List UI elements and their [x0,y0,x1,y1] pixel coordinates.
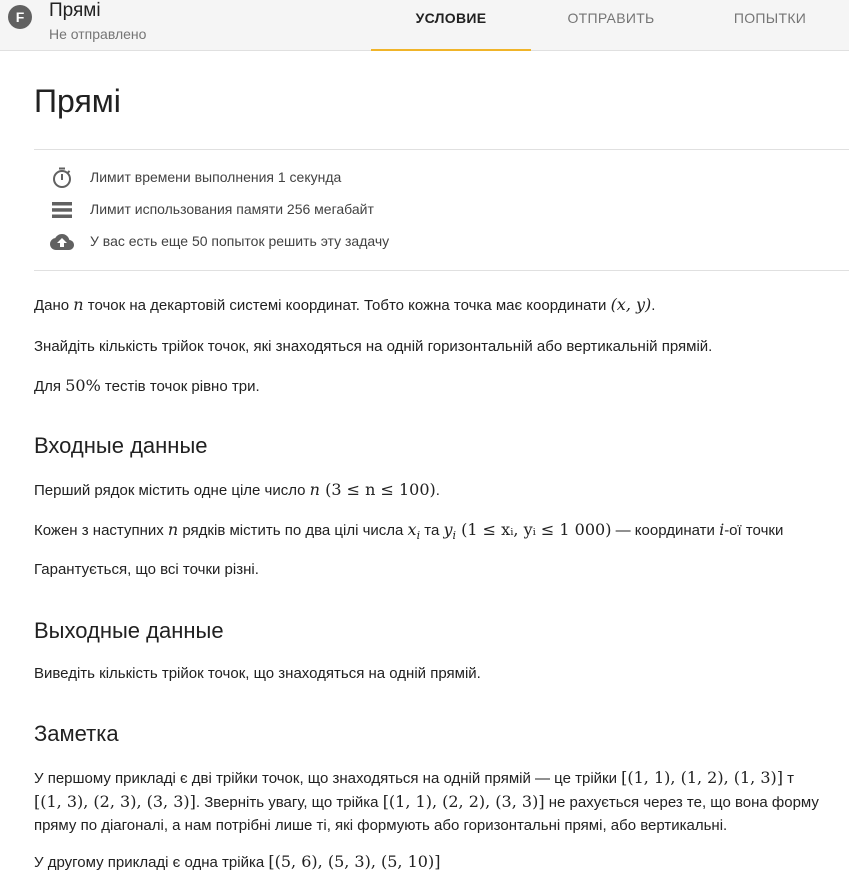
statement-paragraph: Для 50% тестів точок рівно три. [34,376,260,395]
statement-paragraph: Дано n точок на декартовій системі координат. Тобто кожна точка має координати (x, y). [34,295,656,314]
statement-paragraph: Знайдіть кількість трійок точок, які знаходяться на одній горизонтальній або вертикальній прямій. [34,338,713,355]
tab-submit[interactable]: ОТПРАВИТЬ [567,10,655,26]
cloud-upload-icon [50,230,74,254]
input-paragraph: Кожен з наступних n рядків містить по два цілі числа $x_i$ та $y_i$ (1 ≤ xᵢ, yᵢ ≤ 1 000) — координати i-ої точки [34,520,784,542]
task-avatar: F [8,5,32,29]
tab-attempts[interactable]: ПОПЫТКИ [733,10,807,26]
page-title: Прямі [34,83,121,119]
note-heading: Заметка [34,721,119,746]
memory-limit-text: Лимит использования памяти 256 мегабайт [90,201,374,217]
top-bar [0,0,849,51]
attempts-text: У вас есть еще 50 попыток решить эту задачу [90,233,390,249]
note-paragraph: пряму по діагоналі, а нам потрібні лише ті, які формують або горизонтальні прямі, або вертикальні. [34,817,728,834]
time-limit-text: Лимит времени выполнения 1 секунда [90,169,342,185]
divider [34,149,849,150]
output-heading: Выходные данные [34,618,224,643]
note-paragraph: У першому прикладі є дві трійки точок, що знаходяться на одній прямій — це трійки [(1, 1), (1, 2), (1, 3)] т [34,768,795,787]
output-paragraph: Виведіть кількість трійок точок, що знаходяться на одній прямій. [34,665,481,682]
stopwatch-icon [50,166,74,190]
memory-icon [50,198,74,222]
input-heading: Входные данные [34,433,208,458]
note-paragraph: У другому прикладі є одна трійка [(5, 6), (5, 3), (5, 10)] [34,852,441,871]
task-title: Прямі [49,0,101,21]
tab-statement[interactable]: УСЛОВИЕ [371,0,531,51]
task-status: Не отправлено [49,26,147,42]
input-paragraph: Перший рядок містить одне ціле число n (3 ≤ n ≤ 100). [34,480,440,499]
input-paragraph: Гарантується, що всі точки різні. [34,561,259,578]
note-paragraph: [(1, 3), (2, 3), (3, 3)]. Зверніть увагу, що трійка [(1, 1), (2, 2), (3, 3)] не рахується через те, що вона форму [34,792,819,811]
divider [34,270,849,271]
